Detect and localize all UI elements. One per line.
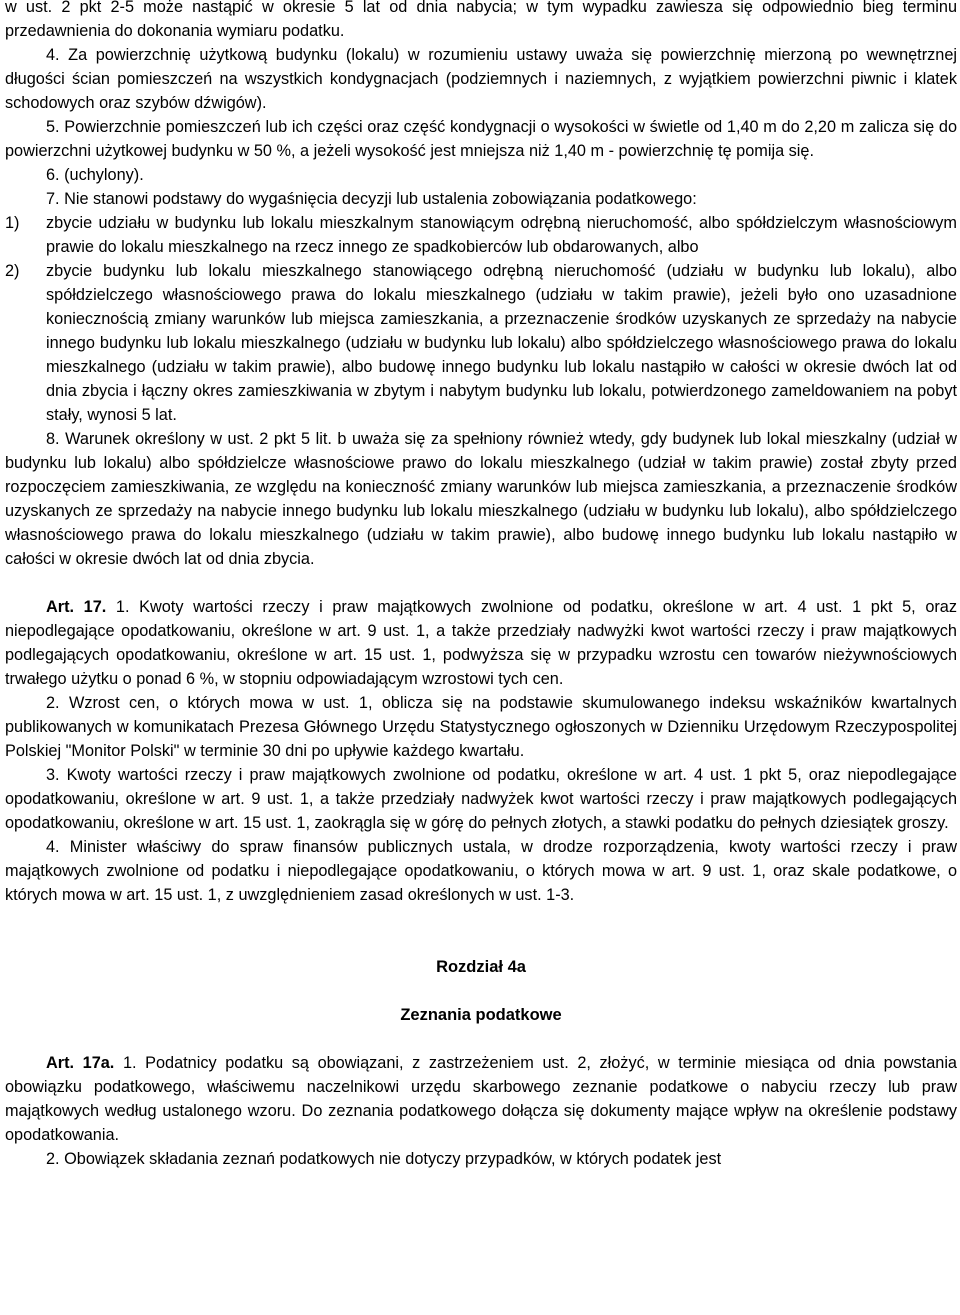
spacer — [5, 931, 957, 955]
paragraph-8: 8. Warunek określony w ust. 2 pkt 5 lit. b uważa się za spełniony również wtedy, gdy budynek lub lokal mieszkalny (udział w budynku lub lokalu) albo spółdzielcze własnościowe prawo do lokalu mieszkalnego (udział w takim prawie) został zbyty przed rozpoczęciem zamieszkiwania, ze względu na konieczność zmiany warunków lub miejsca zamieszkania, a przeznaczenie środków uzyskanych ze sprzedaży na nabycie innego budynku lub lokalu mieszkalnego (udziału w budynku lub lokalu), albo spółdzielczego własnościowego prawa do lokalu mieszkalnego (udziału w takim prawie), albo budowę innego budynku lub lokalu nastąpiło w całości w okresie dwóch lat od dnia zbycia. — [5, 430, 957, 568]
paragraph-5: 5. Powierzchnie pomieszczeń lub ich części oraz część kondygnacji o wysokości w świetle od 1,40 m do 2,20 m zalicza się do powierzchni użytkowej budynku w 50 %, a jeżeli wysokość jest mniejsza niż 1,40 m - powierzchnię tę pomija się. — [5, 118, 957, 160]
article-text: 1. Podatnicy podatku są obowiązani, z zastrzeżeniem ust. 2, złożyć, w terminie miesiąca od dnia powstania obowiązku podatkowego, właściwemu naczelnikowi urzędu skarbowego zeznanie podatkowe o nabyciu rzeczy lub praw majątkowych według ustalonego wzoru. Do zeznania podatkowego dołącza się dokumenty mające wpływ na określenie podstawy opodatkowania. — [5, 1054, 957, 1144]
paragraph-7: 7. Nie stanowi podstawy do wygaśnięcia decyzji lub ustalenia zobowiązania podatkowego: — [46, 190, 697, 208]
chapter-title: Rozdział 4a — [436, 958, 526, 976]
list-item-number: 1) — [5, 214, 20, 232]
paragraph-continuation: w ust. 2 pkt 2-5 może nastąpić w okresie 5 lat od dnia nabycia; w tym wypadku zawiesza się odpowiednio bieg terminu przedawnienia do dokonania wymiaru podatku. — [5, 0, 957, 40]
article-label: Art. 17. — [46, 598, 107, 616]
chapter-subtitle: Zeznania podatkowe — [400, 1006, 562, 1024]
list-item-number: 2) — [5, 262, 20, 280]
art17a-paragraph-2: 2. Obowiązek składania zeznań podatkowych nie dotyczy przypadków, w których podatek jest — [46, 1150, 722, 1168]
list-item-text: zbycie budynku lub lokalu mieszkalnego stanowiącego odrębną nieruchomość (udziału w budynku lub lokalu), albo spółdzielczego własnościowego prawa do lokalu mieszkalnego (udziału w takim prawie), jeżeli było ono uzasadnione koniecznością zmiany warunków lub miejsca zamieszkania, a przeznaczenie środków uzyskanych ze sprzedaży na nabycie innego budynku lub lokalu mieszkalnego (udziału w budynku lub lokalu) albo spółdzielczego własnościowego prawa do lokalu mieszkalnego (udziału w takim prawie), albo budowę innego budynku lub lokalu nastąpiło w całości w okresie dwóch lat od dnia zbycia i łączny okres zamieszkiwania w zbytym i nabytym budynku lub lokalu, potwierdzonego zameldowaniem na pobyt stały, wynosi 5 lat. — [46, 262, 957, 424]
list-item — [5, 259, 957, 427]
art17a-paragraph-1 — [5, 1051, 957, 1147]
spacer — [5, 571, 957, 595]
art17-paragraph-3: 3. Kwoty wartości rzeczy i praw majątkowych zwolnione od podatku, określone w art. 4 ust. 1 pkt 5, oraz niepodlegające opodatkowaniu, określone w art. 9 ust. 1, a także przedziały nadwyżek kwot wartości rzeczy i praw majątkowych podlegających opodatkowaniu, określone w art. 15 ust. 1, zaokrągla się w górę do pełnych złotych, a stawki podatku do pełnych dziesiątek groszy. — [5, 766, 957, 832]
list-item — [5, 211, 957, 259]
art17-paragraph-2: 2. Wzrost cen, o których mowa w ust. 1, oblicza się na podstawie skumulowanego indeksu wskaźników kwartalnych publikowanych w komunikatach Prezesa Głównego Urzędu Statystycznego ogłoszonych w Dzienniku Urzędowym Rzeczypospolitej Polskiej "Monitor Polski" w terminie 30 dni po upływie każdego kwartału. — [5, 694, 957, 760]
spacer — [5, 1027, 957, 1051]
art17-paragraph-4: 4. Minister właściwy do spraw finansów publicznych ustala, w drodze rozporządzenia, kwoty wartości rzeczy i praw majątkowych zwolnione od podatku i niepodlegające opodatkowaniu, o których mowa w art. 9 ust. 1, oraz skale podatkowe, o których mowa w art. 15 ust. 1, z uwzględnieniem zasad określonych w ust. 1-3. — [5, 838, 957, 904]
paragraph-6: 6. (uchylony). — [46, 166, 144, 184]
spacer — [5, 979, 957, 1003]
list-item-text: zbycie udziału w budynku lub lokalu mieszkalnym stanowiącym odrębną nieruchomość, albo spółdzielczym własnościowym prawie do lokalu mieszkalnego na rzecz innego ze spadkobierców lub obdarowanych, albo — [46, 214, 957, 256]
spacer — [5, 907, 957, 931]
document-page — [5, 0, 957, 1171]
art17-paragraph-1 — [5, 595, 957, 691]
article-label: Art. 17a. — [46, 1054, 115, 1072]
article-text: 1. Kwoty wartości rzeczy i praw majątkowych zwolnione od podatku, określone w art. 4 ust. 1 pkt 5, oraz niepodlegające opodatkowaniu, określone w art. 9 ust. 1, a także przedziały nadwyżki kwot wartości rzeczy i praw majątkowych podlegających opodatkowaniu, określone w art. 15 ust. 1, podwyższa się w przypadku wzrostu cen towarów nieżywnościowych trwałego użytku o ponad 6 %, w stopniu odpowiadającym wzrostowi tych cen. — [5, 598, 957, 688]
paragraph-4: 4. Za powierzchnię użytkową budynku (lokalu) w rozumieniu ustawy uważa się powierzchnię mierzoną po wewnętrznej długości ścian pomieszczeń na wszystkich kondygnacjach (podziemnych i naziemnych, z wyjątkiem powierzchni piwnic i klatek schodowych oraz szybów dźwigów). — [5, 46, 957, 112]
